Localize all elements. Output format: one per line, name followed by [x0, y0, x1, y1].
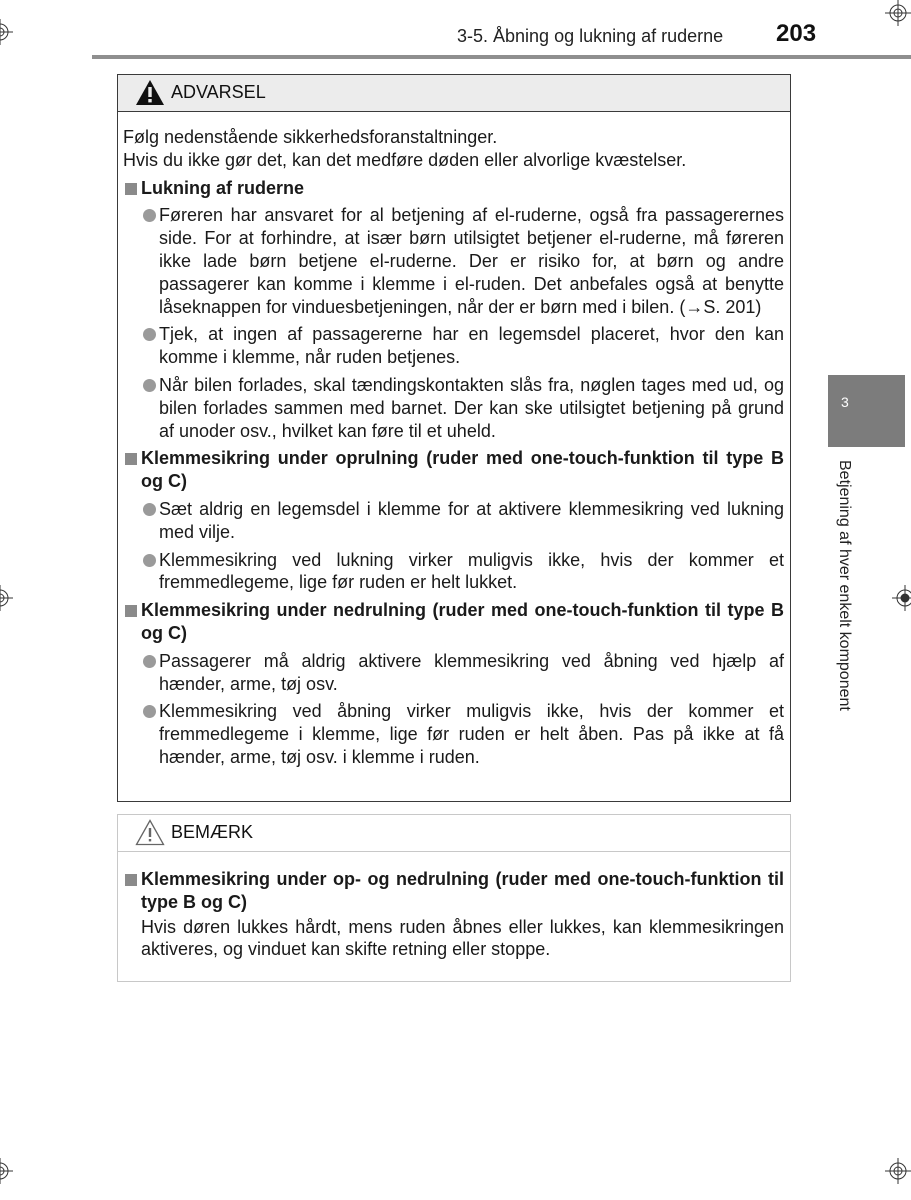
- round-bullet-icon: [143, 554, 156, 567]
- warning-title: ADVARSEL: [171, 82, 266, 102]
- caution-triangle-outline-icon: [135, 819, 165, 846]
- section-heading-text: Klemmesikring under oprulning (ruder med one-touch-funktion til type B og C): [141, 448, 784, 492]
- bullet-item: [143, 204, 784, 318]
- square-bullet-icon: [125, 183, 137, 195]
- registration-mark-mid-right-icon: [892, 585, 911, 611]
- warning-box: [117, 74, 791, 802]
- round-bullet-icon: [143, 655, 156, 668]
- notice-box: [117, 814, 791, 982]
- round-bullet-icon: [143, 328, 156, 341]
- bullet-item: [143, 549, 784, 595]
- section-heading-text: Klemmesikring under nedrulning (ruder med one-touch-funktion til type B og C): [141, 600, 784, 643]
- registration-mark-bottom-left-icon: [0, 1158, 13, 1184]
- warning-intro-line: Følg nedenstående sikkerhedsforanstaltninger.: [123, 127, 498, 147]
- section-header-title: 3-5. Åbning og lukning af ruderne: [457, 26, 724, 46]
- bullet-text: Tjek, at ingen af passagererne har en legemsdel placeret, hvor den kan komme i klemme, når ruden betjenes.: [159, 324, 784, 368]
- chapter-tab-title: Betjening af hver enkelt komponent: [836, 460, 853, 711]
- warning-header: [118, 75, 790, 112]
- square-bullet-icon: [125, 605, 137, 617]
- section-heading: [123, 447, 784, 493]
- chapter-tab-number: 3: [841, 394, 849, 410]
- round-bullet-icon: [143, 503, 156, 516]
- square-bullet-icon: [125, 453, 137, 465]
- section-heading: [123, 177, 784, 200]
- bullet-text: Passagerer må aldrig aktivere klemmesikring ved åbning ved hjælp af hænder, arme, tøj osv.: [159, 650, 784, 694]
- round-bullet-icon: [143, 209, 156, 222]
- warning-intro-line: Hvis du ikke gør det, kan det medføre døden eller alvorlige kvæstelser.: [123, 149, 687, 170]
- bullet-item: [143, 498, 784, 544]
- registration-mark-top-left-icon: [0, 19, 13, 45]
- header-rule: [92, 55, 911, 59]
- bullet-text: Sæt aldrig en legemsdel i klemme for at aktivere klemmesikring ved lukning med vilje.: [159, 498, 784, 542]
- registration-mark-bottom-right-icon: [885, 1158, 911, 1184]
- notice-title: BEMÆRK: [171, 822, 254, 842]
- round-bullet-icon: [143, 705, 156, 718]
- warning-triangle-icon: [135, 79, 165, 106]
- bullet-text: Klemmesikring ved åbning virker muligvis ikke, hvis der kommer et fremmedlegeme i klemme, lige før ruden er helt åben. Pas på ikke at få hænder, arme, tøj osv. i klemme i ruden.: [159, 701, 784, 767]
- notice-text: Hvis døren lukkes hårdt, mens ruden åbnes eller lukkes, kan klemmesikringen aktiveres, og vinduet kan skifte retning eller stoppe.: [141, 916, 784, 960]
- chapter-tab: [828, 375, 905, 447]
- bullet-item: [143, 700, 784, 768]
- bullet-item: [143, 323, 784, 369]
- bullet-item: [143, 650, 784, 696]
- notice-body: [118, 852, 790, 961]
- warning-body: [118, 112, 790, 769]
- bullet-text: Klemmesikring ved lukning virker muligvis ikke, hvis der kommer et fremmedlegeme, lige før ruden er helt lukket.: [159, 549, 784, 593]
- notice-header: [118, 815, 790, 852]
- section-heading-text: Klemmesikring under op- og nedrulning (ruder med one-touch-funktion til type B og C): [141, 869, 784, 912]
- round-bullet-icon: [143, 379, 156, 392]
- bullet-text: Når bilen forlades, skal tændingskontakten slås fra, nøglen tages med ud, og bilen forlades sammen med barnet. Der kan ske utilsigtet betjening på grund af unoder osv., hvilket kan føre til et uheld.: [159, 374, 784, 441]
- square-bullet-icon: [125, 874, 137, 886]
- registration-mark-top-right-icon: [885, 0, 911, 26]
- registration-mark-mid-left-icon: [0, 585, 13, 611]
- section-heading: [123, 868, 784, 914]
- bullet-text: Føreren har ansvaret for al betjening af el-ruderne, også fra passagerernes side. For at forhindre, at især børn utilsigtet betjener el-ruderne, må føreren ikke lade børn betjene el-ruderne. Der er risiko for, at børn og andre passagerer kan komme i klemme i el-ruden. Det anbefales også at benytte låseknappen for vinduesbetjeningen, når der er børn med i bilen. (→S. 201): [159, 205, 784, 317]
- section-heading: [123, 599, 784, 645]
- page-number: 203: [776, 20, 817, 47]
- bullet-item: [143, 374, 784, 442]
- section-heading-text: Lukning af ruderne: [141, 177, 305, 198]
